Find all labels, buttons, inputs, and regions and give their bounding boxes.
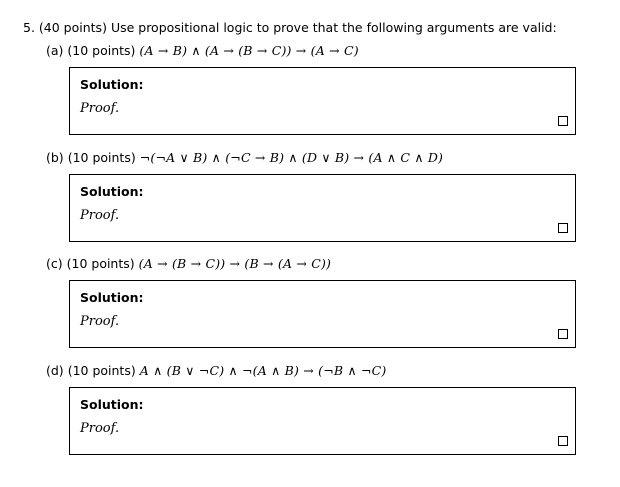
part-points: (10 points) — [67, 150, 136, 165]
question-header — [23, 20, 557, 35]
part-formula: (A → B) ∧ (A → (B → C)) → (A → C) — [139, 43, 359, 58]
part-formula: ¬(¬A ∨ B) ∧ (¬C → B) ∧ (D ∨ B) → (A ∧ C ∧ D) — [139, 150, 444, 165]
question-number: 5. — [23, 20, 35, 35]
qed-box-icon — [558, 436, 568, 446]
question-instruction: Use propositional logic to prove that the following arguments are valid: — [110, 20, 557, 35]
part-d-header — [46, 363, 387, 378]
part-b-solution-box[interactable] — [69, 174, 576, 242]
proof-label: Proof. — [80, 421, 120, 436]
part-formula: (A → (B → C)) → (B → (A → C)) — [138, 256, 332, 271]
solution-label: Solution: — [80, 184, 144, 199]
part-a-solution-box[interactable] — [69, 67, 576, 135]
part-label: (a) — [46, 43, 64, 58]
part-points: (10 points) — [66, 256, 135, 271]
part-label: (b) — [46, 150, 64, 165]
part-points: (10 points) — [67, 363, 136, 378]
part-formula: A ∧ (B ∨ ¬C) ∧ ¬(A ∧ B) → (¬B ∧ ¬C) — [139, 363, 387, 378]
qed-box-icon — [558, 223, 568, 233]
part-c-header — [46, 256, 331, 271]
part-points: (10 points) — [67, 43, 136, 58]
solution-label: Solution: — [80, 290, 144, 305]
part-label: (d) — [46, 363, 64, 378]
question-points: (40 points) — [38, 20, 107, 35]
qed-box-icon — [558, 329, 568, 339]
part-d-solution-box[interactable] — [69, 387, 576, 455]
solution-label: Solution: — [80, 397, 144, 412]
proof-label: Proof. — [80, 314, 120, 329]
proof-label: Proof. — [80, 101, 120, 116]
part-label: (c) — [46, 256, 63, 271]
part-b-header — [46, 150, 443, 165]
qed-box-icon — [558, 116, 568, 126]
proof-label: Proof. — [80, 208, 120, 223]
part-c-solution-box[interactable] — [69, 280, 576, 348]
part-a-header — [46, 43, 359, 58]
solution-label: Solution: — [80, 77, 144, 92]
